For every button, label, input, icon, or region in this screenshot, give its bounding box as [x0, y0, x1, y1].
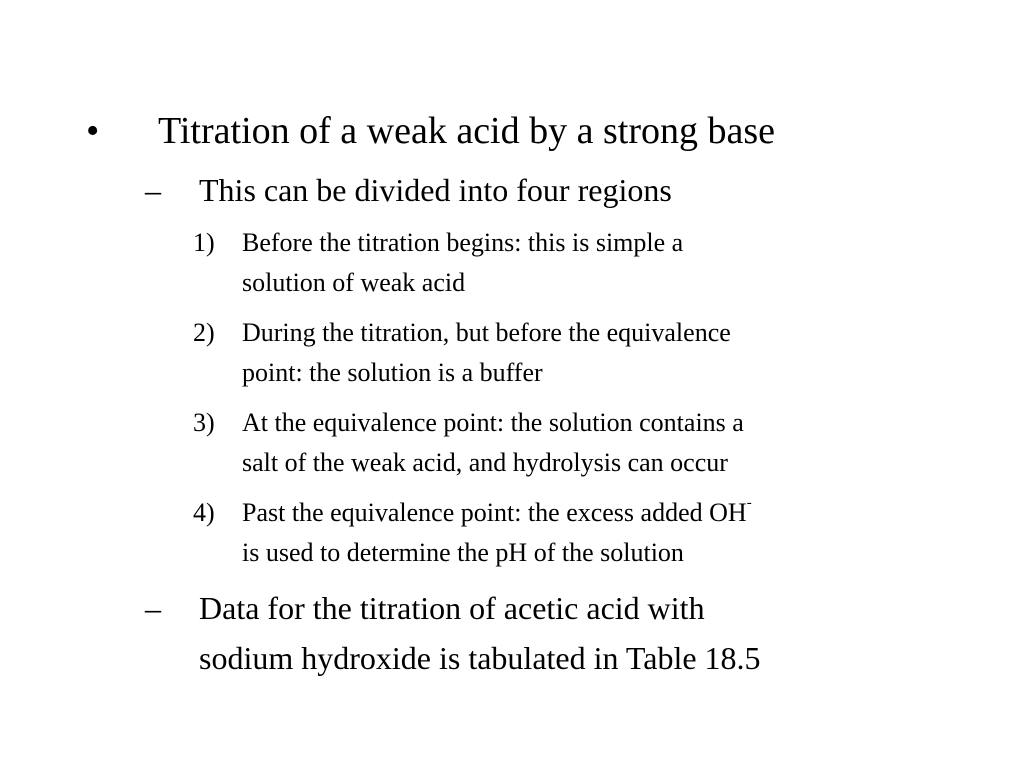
region-text-line1: At the equivalence point: the solution contains a: [242, 408, 744, 437]
region-text-line2: point: the solution is a buffer: [242, 358, 543, 387]
dash-marker: –: [145, 172, 161, 208]
region-text-line2: salt of the weak acid, and hydrolysis can occur: [242, 448, 728, 477]
region-number: 3): [193, 408, 215, 437]
region-number: 1): [193, 228, 215, 257]
region-number: 2): [193, 318, 215, 347]
region-text-line1: Before the titration begins: this is simple a: [242, 228, 684, 257]
region-text-line2: is used to determine the pH of the solution: [242, 538, 684, 567]
sub-item-text-line2: sodium hydroxide is tabulated in Table 18.5: [199, 640, 761, 676]
bullet-marker: •: [86, 110, 100, 152]
region-text-line1-with-superscript: [242, 495, 752, 527]
dash-marker: –: [145, 590, 161, 626]
region-text-line1: During the titration, but before the equivalence: [242, 318, 731, 347]
sub-item-text-line1: Data for the titration of acetic acid with: [199, 590, 705, 626]
bullet-heading: Titration of a weak acid by a strong base: [158, 110, 775, 152]
hydroxide-charge-superscript: -: [746, 495, 752, 511]
region-text-line1: Past the equivalence point: the excess added OH: [242, 498, 747, 527]
region-number: 4): [193, 498, 215, 527]
region-text-line2: solution of weak acid: [242, 268, 466, 297]
sub-item-text: This can be divided into four regions: [199, 172, 672, 208]
